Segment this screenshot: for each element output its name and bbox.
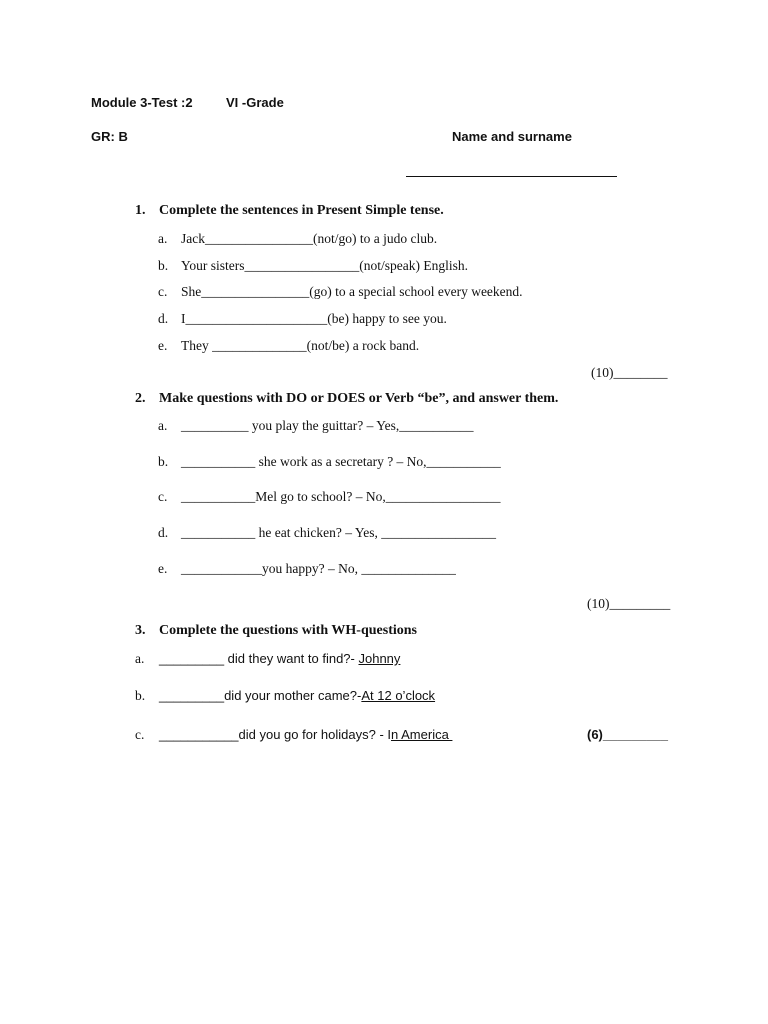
section1-item-b-text: Your sisters_________________(not/speak) English. bbox=[181, 258, 469, 273]
section1-item-a-letter: a. bbox=[158, 231, 168, 246]
section2-item-b-letter: b. bbox=[158, 454, 169, 469]
section2-item-d-letter: d. bbox=[158, 525, 169, 540]
section2-number: 2. bbox=[135, 391, 146, 406]
section3-item-a bbox=[159, 651, 400, 666]
section1-item-d-text: I_____________________(be) happy to see you. bbox=[181, 311, 447, 326]
section1-title: Complete the sentences in Present Simple tense. bbox=[159, 203, 444, 218]
section3-item-c bbox=[159, 727, 452, 742]
section1-item-e-text: They ______________(not/be) a rock band. bbox=[181, 338, 420, 353]
section3-item-c-answer: n America bbox=[391, 727, 453, 742]
section3-number: 3. bbox=[135, 623, 146, 638]
section2-item-c-letter: c. bbox=[158, 489, 168, 504]
section1-number: 1. bbox=[135, 203, 146, 218]
section3-item-a-text: _________ did they want to find?- bbox=[159, 651, 359, 666]
section3-item-b bbox=[159, 688, 435, 703]
section2-title: Make questions with DO or DOES or Verb “be”, and answer them. bbox=[159, 391, 559, 406]
section1-item-a-text: Jack________________(not/go) to a judo club. bbox=[181, 231, 438, 246]
section1-item-d-letter: d. bbox=[158, 311, 169, 326]
section3-item-b-letter: b. bbox=[135, 688, 146, 703]
section1-item-e-letter: e. bbox=[158, 338, 168, 353]
section2-score: (10)_________ bbox=[587, 596, 671, 611]
section1-item-c-letter: c. bbox=[158, 284, 168, 299]
group-label: GR: B bbox=[91, 129, 128, 144]
section3-item-c-letter: c. bbox=[135, 727, 145, 742]
section3-item-a-answer: Johnny bbox=[358, 651, 401, 666]
name-answer-line[interactable] bbox=[406, 176, 617, 177]
section3-item-b-answer: At 12 o’clock bbox=[361, 688, 436, 703]
section2-item-a-letter: a. bbox=[158, 418, 168, 433]
section3-item-b-text: _________did your mother came?- bbox=[159, 688, 362, 703]
grade-label: VI -Grade bbox=[226, 95, 284, 110]
module-title: Module 3-Test :2 bbox=[91, 95, 193, 110]
name-surname-label: Name and surname bbox=[452, 129, 572, 144]
section2-item-d-text: ___________ he eat chicken? – Yes, _________________ bbox=[181, 525, 496, 540]
section3-title: Complete the questions with WH-questions bbox=[159, 623, 417, 638]
section1-score: (10)________ bbox=[591, 365, 668, 380]
section3-item-c-text: ___________did you go for holidays? - I bbox=[159, 727, 392, 742]
section2-item-e-letter: e. bbox=[158, 561, 168, 576]
section1-item-b-letter: b. bbox=[158, 258, 169, 273]
section2-item-e-text: ____________you happy? – No, ______________ bbox=[181, 561, 456, 576]
section3-item-a-letter: a. bbox=[135, 651, 145, 666]
section2-item-b-text: ___________ she work as a secretary ? – No,___________ bbox=[181, 454, 501, 469]
section2-item-a-text: __________ you play the guittar? – Yes,___________ bbox=[181, 418, 474, 433]
section2-item-c-text: ___________Mel go to school? – No,_________________ bbox=[181, 489, 501, 504]
section3-score: (6)_________ bbox=[587, 727, 668, 742]
section1-item-c-text: She________________(go) to a special school every weekend. bbox=[181, 284, 523, 299]
